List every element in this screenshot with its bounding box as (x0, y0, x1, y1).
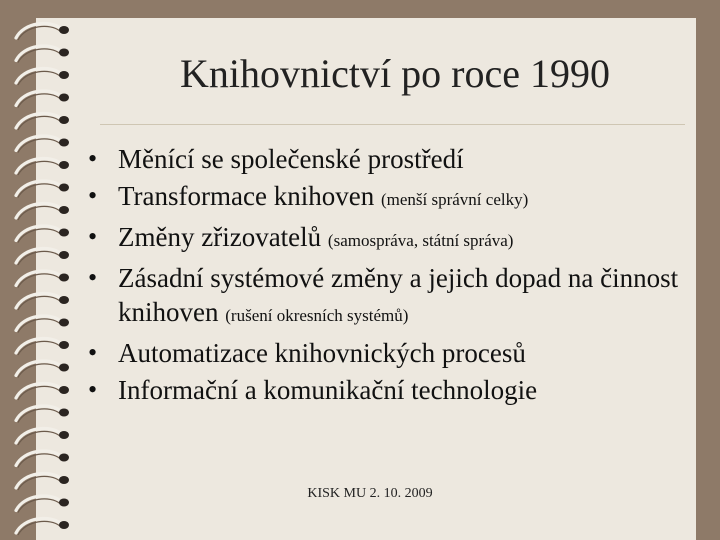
binding-hole (59, 229, 69, 237)
bullet-text: Změny zřizovatelů (118, 222, 322, 252)
binding-hole (59, 49, 69, 57)
spiral-ring (16, 293, 60, 308)
spiral-ring (16, 361, 60, 376)
bullet-text: Informační a komunikační technologie (118, 375, 538, 405)
spiral-ring (16, 271, 60, 286)
binding-hole (59, 206, 69, 214)
spiral-ring (16, 226, 60, 241)
spiral-ring (16, 451, 60, 466)
bullet-note: (samospráva, státní správa) (327, 231, 514, 250)
bullet-item (86, 261, 696, 333)
spiral-ring (16, 23, 60, 38)
slide-title: Knihovnictví po roce 1990 (180, 51, 610, 96)
binding-hole (59, 341, 69, 349)
bullet-item (86, 336, 696, 370)
spiral-binding-icon (0, 0, 90, 540)
bullet-list (86, 142, 696, 410)
bullet-item (86, 179, 696, 217)
spiral-ring (16, 203, 60, 218)
binding-hole (59, 364, 69, 372)
binding-hole (59, 116, 69, 124)
bullet-marker: • (88, 375, 98, 404)
binding-hole (59, 26, 69, 34)
bullet-marker: • (88, 338, 98, 367)
binding-hole (59, 251, 69, 259)
bullet-text: Transformace knihoven (118, 181, 375, 211)
binding-hole (59, 476, 69, 484)
spiral-ring (16, 136, 60, 151)
binding-hole (59, 386, 69, 394)
bullet-item (86, 220, 696, 258)
binding-hole (59, 139, 69, 147)
bullet-text: Zásadní systémové změny a jejich dopad na činnost knihoven (118, 263, 679, 327)
spiral-ring (16, 383, 60, 398)
binding-hole (59, 431, 69, 439)
slide-footer: KISK MU 2. 10. 2009 (307, 486, 433, 501)
binding-hole (59, 296, 69, 304)
bullet-item (86, 142, 696, 176)
spiral-ring (16, 518, 60, 533)
spiral-ring (16, 473, 60, 488)
title-divider (100, 124, 685, 125)
spiral-ring (16, 91, 60, 106)
binding-hole (59, 184, 69, 192)
binding-hole (59, 409, 69, 417)
bullet-note: (rušení okresních systémů) (225, 306, 409, 325)
spiral-ring (16, 406, 60, 421)
bullet-text: Automatizace knihovnických procesů (118, 338, 526, 368)
spiral-ring (16, 248, 60, 263)
spiral-ring (16, 181, 60, 196)
spiral-ring (16, 428, 60, 443)
spiral-ring (16, 338, 60, 353)
bullet-item (86, 373, 696, 407)
spiral-ring (16, 68, 60, 83)
bullet-marker: • (88, 263, 98, 292)
spiral-ring (16, 46, 60, 61)
spiral-ring (16, 316, 60, 331)
bullet-marker: • (88, 222, 98, 251)
binding-hole (59, 499, 69, 507)
bullet-note: (menší správní celky) (380, 190, 529, 209)
binding-hole (59, 71, 69, 79)
bullet-marker: • (88, 181, 98, 210)
binding-hole (59, 161, 69, 169)
binding-hole (59, 521, 69, 529)
binding-hole (59, 94, 69, 102)
binding-hole (59, 319, 69, 327)
spiral-ring (16, 496, 60, 511)
binding-hole (59, 274, 69, 282)
spiral-ring (16, 158, 60, 173)
spiral-ring (16, 113, 60, 128)
bullet-marker: • (88, 144, 98, 173)
binding-hole (59, 454, 69, 462)
bullet-text: Měnící se společenské prostředí (118, 144, 464, 174)
